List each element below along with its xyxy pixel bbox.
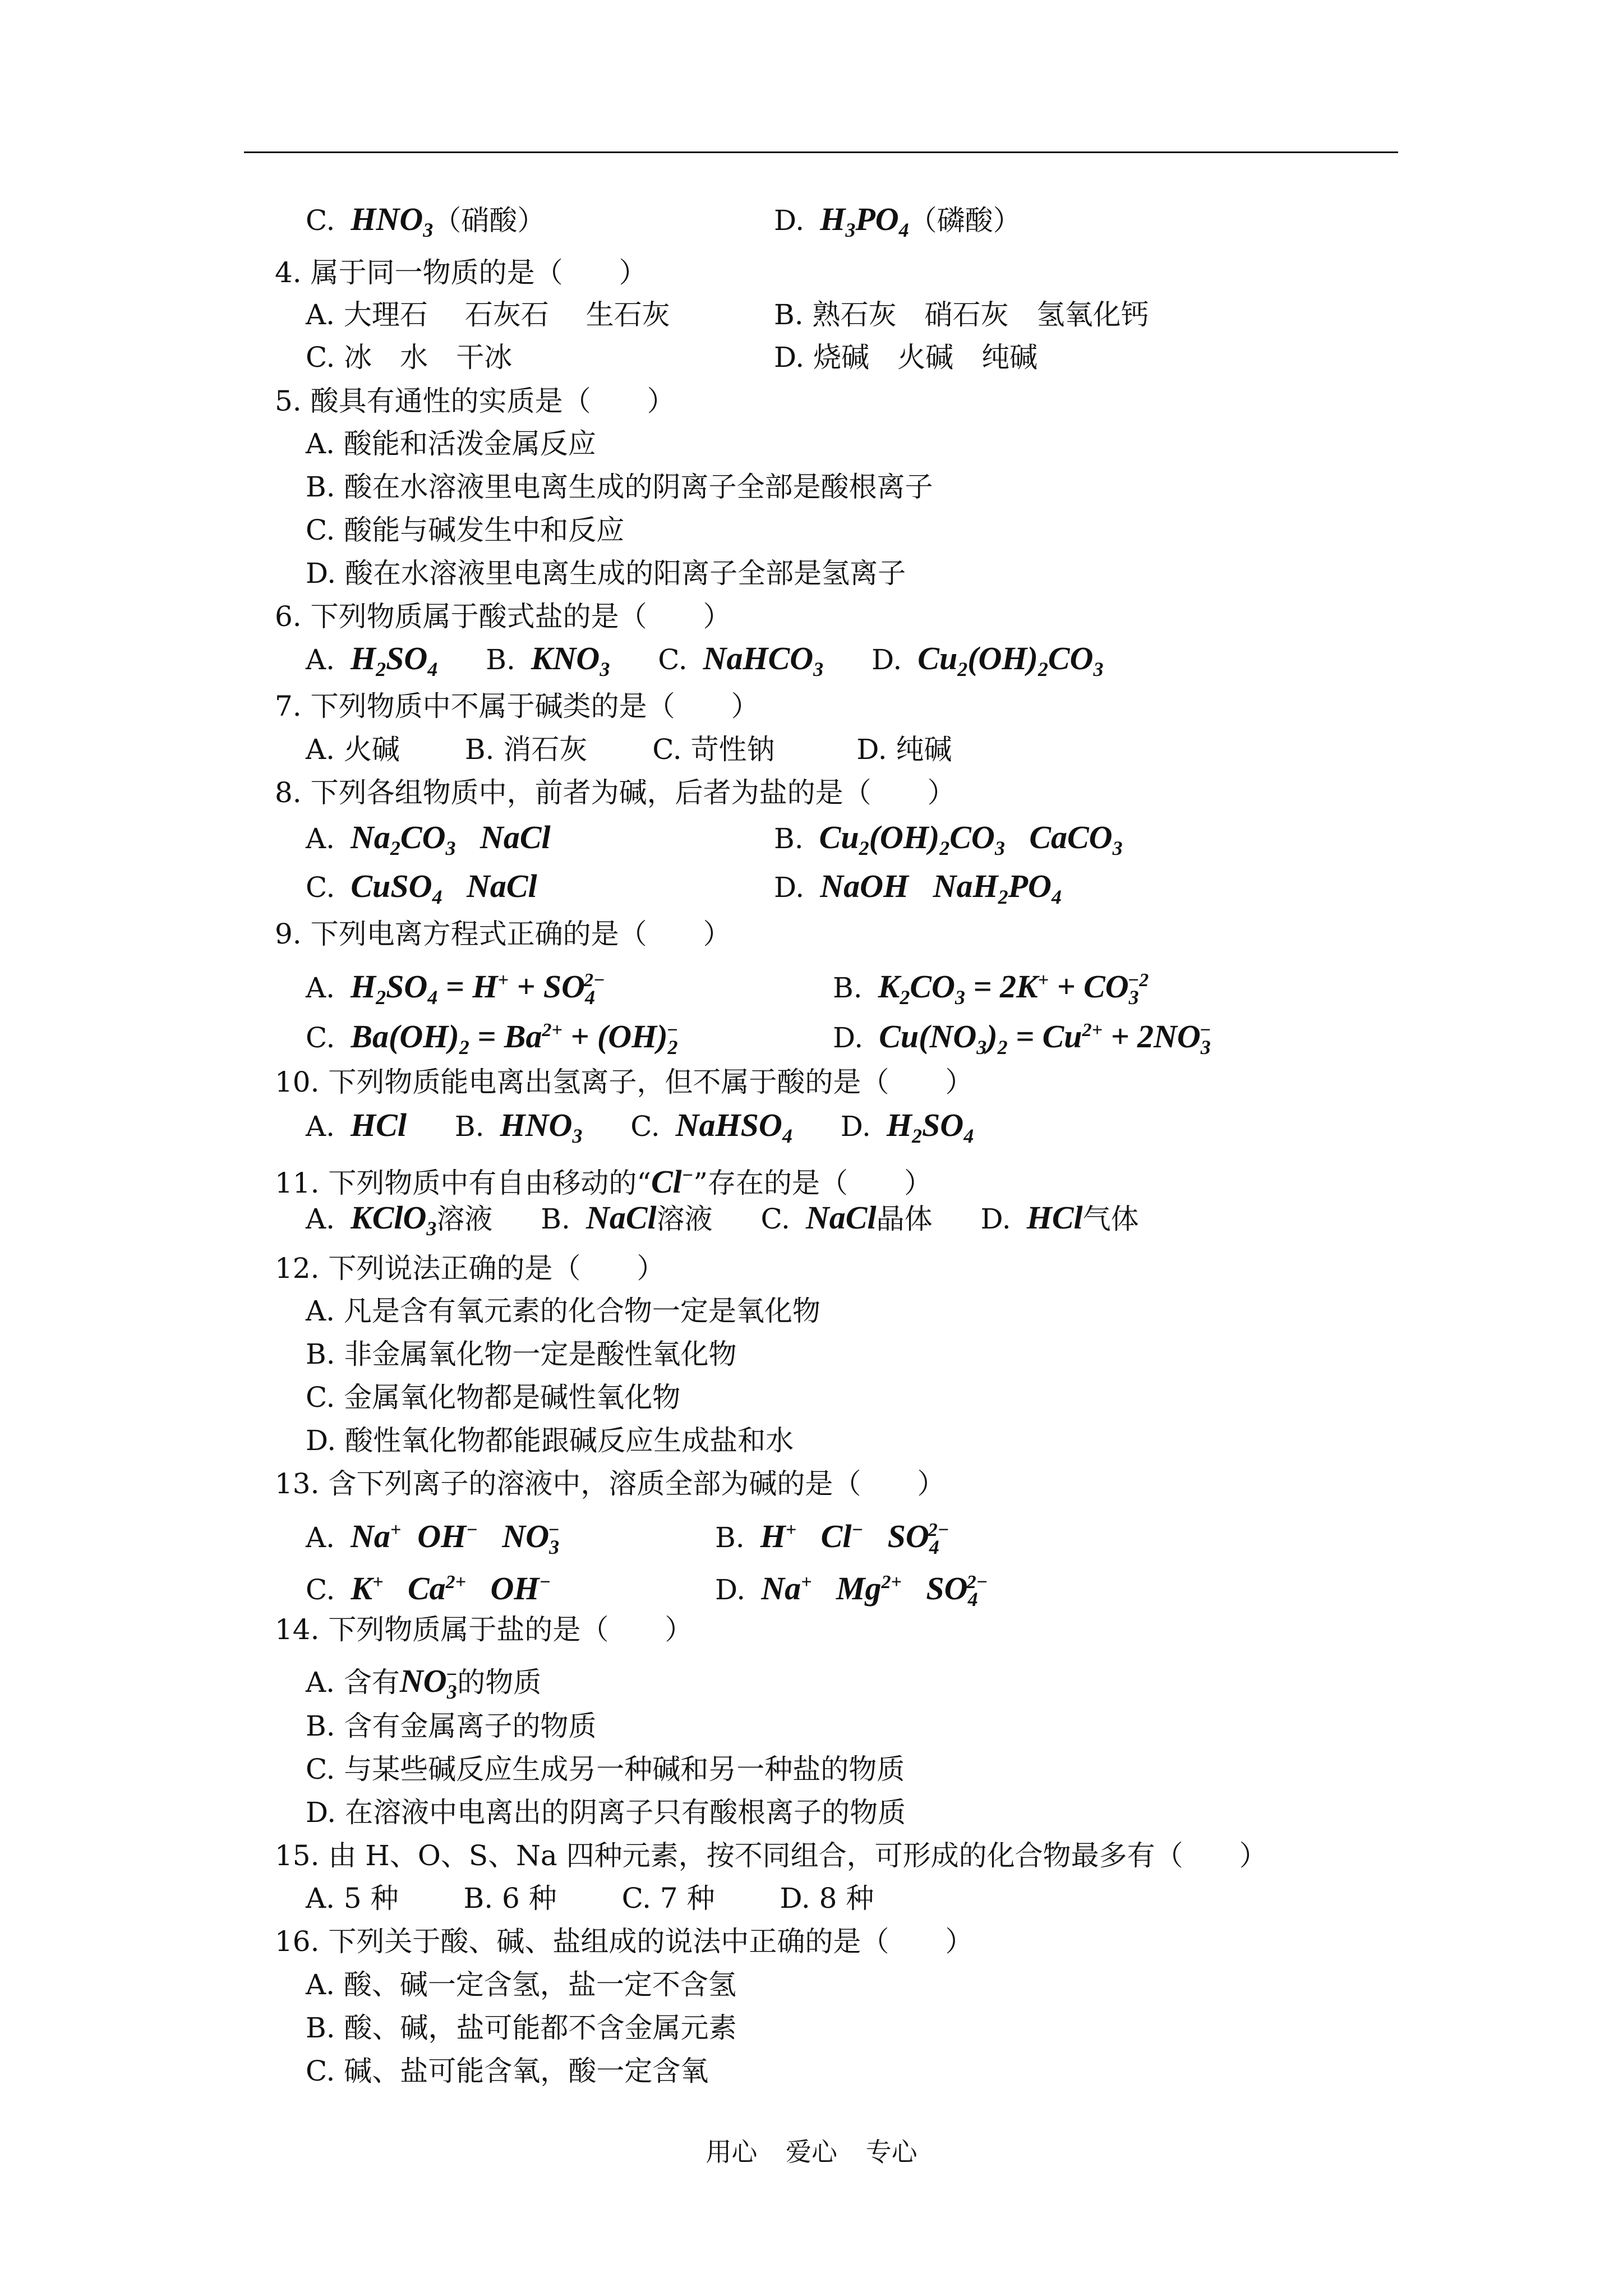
header-rule [244,151,1398,153]
option-d-h3po4: D. $H_3PO_4$（磷酸） [774,201,1021,241]
question-7: 7. 下列物质中不属于碱类的是（ ） [275,690,759,723]
q14-option-c: C. 与某些碱反应生成另一种碱和另一种盐的物质 [306,1753,905,1786]
q14-option-a: A. 含有$NO_3^-$的物质 [306,1663,542,1703]
q9-option-b: B. $K_2CO_3 = 2K^+ + CO_3^{-2}$ [833,968,1149,1009]
q11-options: A. KClO$_3$溶液 B. NaCl溶液 C. NaCl晶体 D. HCl气体 [306,1199,1139,1240]
q5-option-a: A. 酸能和活泼金属反应 [306,427,596,460]
question-16: 16. 下列关于酸、碱、盐组成的说法中正确的是（ ） [275,1925,974,1958]
q8-option-b: B. $Cu_2(OH)_2CO_3$ CaCO$_3$ [774,819,1123,859]
q5-option-d: D. 酸在水溶液里电离生成的阳离子全部是氢离子 [306,557,906,590]
question-4: 4. 属于同一物质的是（ ） [275,256,647,289]
q12-option-c: C. 金属氧化物都是碱性氧化物 [306,1381,681,1414]
q5-option-c: C. 酸能与碱发生中和反应 [306,514,625,546]
q16-option-a: A. 酸、碱一定含氢，盐一定不含氢 [306,1968,736,2001]
q9-option-d: D. $Cu(NO_3)_2 = Cu^{2+} + 2NO_3^-$ [833,1018,1211,1059]
question-9: 9. 下列电离方程式正确的是（ ） [275,918,731,950]
q14-option-d: D. 在溶液中电离出的阴离子只有酸根离子的物质 [306,1796,906,1829]
q12-option-b: B. 非金属氧化物一定是酸性氧化物 [306,1338,737,1370]
q16-option-c: C. 碱、盐可能含氧，酸一定含氧 [306,2055,709,2087]
q4-option-b: B. 熟石灰 硝石灰 氢氧化钙 [774,298,1149,331]
q16-option-b: B. 酸、碱，盐可能都不含金属元素 [306,2012,737,2044]
q8-option-a: A. $Na_2CO_3$ NaCl [306,819,551,859]
q8-option-c: C. CuSO$_4$ NaCl [306,868,537,908]
question-15: 15. 由 H、O、S、Na 四种元素，按不同组合，可形成的化合物最多有（ ） [275,1839,1267,1872]
question-12: 12. 下列说法正确的是（ ） [275,1252,665,1285]
q13-option-b: B. H+ Cl− $SO_4^{2-}$ [715,1518,949,1558]
question-8: 8. 下列各组物质中，前者为碱，后者为盐的是（ ） [275,776,956,809]
question-5: 5. 酸具有通性的实质是（ ） [275,385,675,417]
q14-option-b: B. 含有金属离子的物质 [306,1710,597,1742]
q13-option-d: D. Na+ $Mg^{2+}$ $SO_4^{2-}$ [715,1570,988,1611]
question-13: 13. 含下列离子的溶液中，溶质全部为碱的是（ ） [275,1467,946,1500]
q8-option-d: D. NaOH $NaH_2PO_4$ [774,868,1062,908]
q5-option-b: B. 酸在水溶液里电离生成的阴离子全部是酸根离子 [306,471,933,503]
q7-options: A. 火碱 B. 消石灰 C. 苛性钠 D. 纯碱 [306,733,952,766]
q6-options: A. $H_2SO_4$ B. $KNO_3$ C. NaHCO$_3$ D. $Cu_2(OH)_2CO_3$ [306,640,1104,680]
q13-option-a: A. Na+ OH− $NO_3^-$ [306,1518,560,1558]
question-11: 11. 下列物质中有自由移动的“Cl−”存在的是（ ） [275,1163,932,1200]
question-6: 6. 下列物质属于酸式盐的是（ ） [275,600,731,633]
q9-option-c: C. $Ba(OH)_2 = Ba^{2+} + (OH)_2^-$ [306,1018,679,1059]
footer-word-3: 专心 [865,2137,917,2167]
question-14: 14. 下列物质属于盐的是（ ） [275,1613,693,1646]
q4-option-c: C. 冰 水 干冰 [306,341,513,374]
footer-word-2: 爱心 [786,2137,837,2167]
q15-options: A. 5 种 B. 6 种 C. 7 种 D. 8 种 [306,1882,874,1915]
q12-option-d: D. 酸性氧化物都能跟碱反应生成盐和水 [306,1424,794,1457]
page-footer [0,2132,1623,2169]
footer-word-1: 用心 [706,2137,758,2167]
q9-option-a: A. $H_2SO_4 = H^+ + SO_4^{2-}$ [306,968,605,1009]
q12-option-a: A. 凡是含有氧元素的化合物一定是氧化物 [306,1295,820,1327]
question-10: 10. 下列物质能电离出氢离子，但不属于酸的是（ ） [275,1066,974,1098]
q13-option-c: C. K+ $Ca^{2+}$ OH− [306,1570,551,1607]
q4-option-d: D. 烧碱 火碱 纯碱 [774,341,1038,374]
q10-options: A. HCl B. $HNO_3$ C. NaHSO$_4$ D. $H_2SO_4$ [306,1107,974,1147]
option-c-hno3: C. $HNO_3$（硝酸） [306,201,546,241]
q4-option-a: A. 大理石 石灰石 生石灰 [306,298,670,331]
